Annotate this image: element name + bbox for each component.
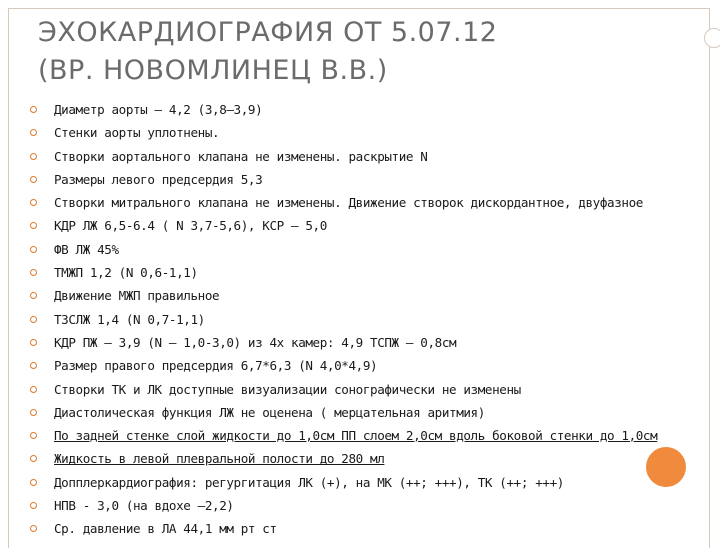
list-item-text: КДР ПЖ – 3,9 (N – 1,0-3,0) из 4х камер: 4,9 ТСПЖ – 0,8см bbox=[54, 334, 457, 350]
list-item-text: Створки митрального клапана не изменены. Движение створок дискордантное, двуфазное bbox=[54, 195, 643, 211]
bullet-icon bbox=[30, 502, 37, 509]
bullet-icon bbox=[30, 455, 37, 462]
list-item bbox=[30, 471, 700, 494]
bullet-icon bbox=[30, 176, 37, 183]
bullet-icon bbox=[30, 432, 37, 439]
title-line-2: (ВР. НОВОМЛИНЕЦ В.В.) bbox=[38, 55, 388, 86]
list-item bbox=[30, 168, 700, 191]
list-item bbox=[30, 378, 700, 401]
bullet-list bbox=[30, 98, 700, 541]
list-item-text: ТЗСЛЖ 1,4 (N 0,7-1,1) bbox=[54, 311, 205, 327]
decorative-circle-orange bbox=[646, 447, 686, 487]
list-item bbox=[30, 214, 700, 237]
list-item-text: Ср. давление в ЛА 44,1 мм рт ст bbox=[54, 521, 277, 537]
list-item-text: Жидкость в левой плевральной полости до 280 мл bbox=[54, 451, 385, 467]
bullet-icon bbox=[30, 525, 37, 532]
list-item-text: Стенки аорты уплотнены. bbox=[54, 125, 220, 141]
list-item-text: По задней стенке слой жидкости до 1,0см ПП слоем 2,0см вдоль боковой стенки до 1,0см bbox=[54, 428, 658, 444]
list-item-text: Допплеркардиография: регургитация ЛК (+), на МК (++; +++), ТК (++; +++) bbox=[54, 474, 564, 490]
list-item bbox=[30, 238, 700, 261]
list-item-text: Размеры левого предсердия 5,3 bbox=[54, 171, 263, 187]
list-item-text: Диастолическая функция ЛЖ не оценена ( мерцательная аритмия) bbox=[54, 404, 485, 420]
decorative-circle-top bbox=[704, 28, 720, 48]
bullet-icon bbox=[30, 409, 37, 416]
list-item bbox=[30, 424, 700, 447]
bullet-icon bbox=[30, 129, 37, 136]
bullet-icon bbox=[30, 222, 37, 229]
bullet-icon bbox=[30, 153, 37, 160]
bullet-icon bbox=[30, 199, 37, 206]
list-item bbox=[30, 191, 700, 214]
list-item bbox=[30, 331, 700, 354]
list-item-text: НПВ - 3,0 (на вдохе –2,2) bbox=[54, 498, 234, 514]
bullet-icon bbox=[30, 339, 37, 346]
list-item-text: КДР ЛЖ 6,5-6.4 ( N 3,7-5,6), КСР – 5,0 bbox=[54, 218, 327, 234]
list-item bbox=[30, 98, 700, 121]
bullet-icon bbox=[30, 106, 37, 113]
list-item bbox=[30, 284, 700, 307]
list-item bbox=[30, 494, 700, 517]
list-item-text: Диаметр аорты – 4,2 (3,8—3,9) bbox=[54, 102, 263, 117]
slide-title bbox=[38, 14, 678, 90]
list-item bbox=[30, 354, 700, 377]
bullet-icon bbox=[30, 386, 37, 393]
bullet-icon bbox=[30, 246, 37, 253]
list-item bbox=[30, 447, 700, 470]
title-line-1: ЭХОКАРДИОГРАФИЯ ОТ 5.07.12 bbox=[38, 17, 498, 48]
list-item bbox=[30, 517, 700, 540]
list-item-text: ТМЖП 1,2 (N 0,6-1,1) bbox=[54, 265, 198, 281]
list-item bbox=[30, 308, 700, 331]
list-item bbox=[30, 261, 700, 284]
list-item-text: Движение МЖП правильное bbox=[54, 288, 220, 304]
list-item bbox=[30, 121, 700, 144]
bullet-icon bbox=[30, 316, 37, 323]
bullet-icon bbox=[30, 362, 37, 369]
bullet-icon bbox=[30, 292, 37, 299]
list-item-text: ФВ ЛЖ 45% bbox=[54, 241, 119, 257]
list-item-text: Размер правого предсердия 6,7*6,3 (N 4,0*4,9) bbox=[54, 358, 378, 374]
list-item bbox=[30, 401, 700, 424]
list-item-text: Створки ТК и ЛК доступные визуализации сонографически не изменены bbox=[54, 381, 521, 397]
list-item-text: Створки аортального клапана не изменены. раскрытие N bbox=[54, 148, 428, 164]
bullet-icon bbox=[30, 479, 37, 486]
bullet-icon bbox=[30, 269, 37, 276]
list-item bbox=[30, 145, 700, 168]
